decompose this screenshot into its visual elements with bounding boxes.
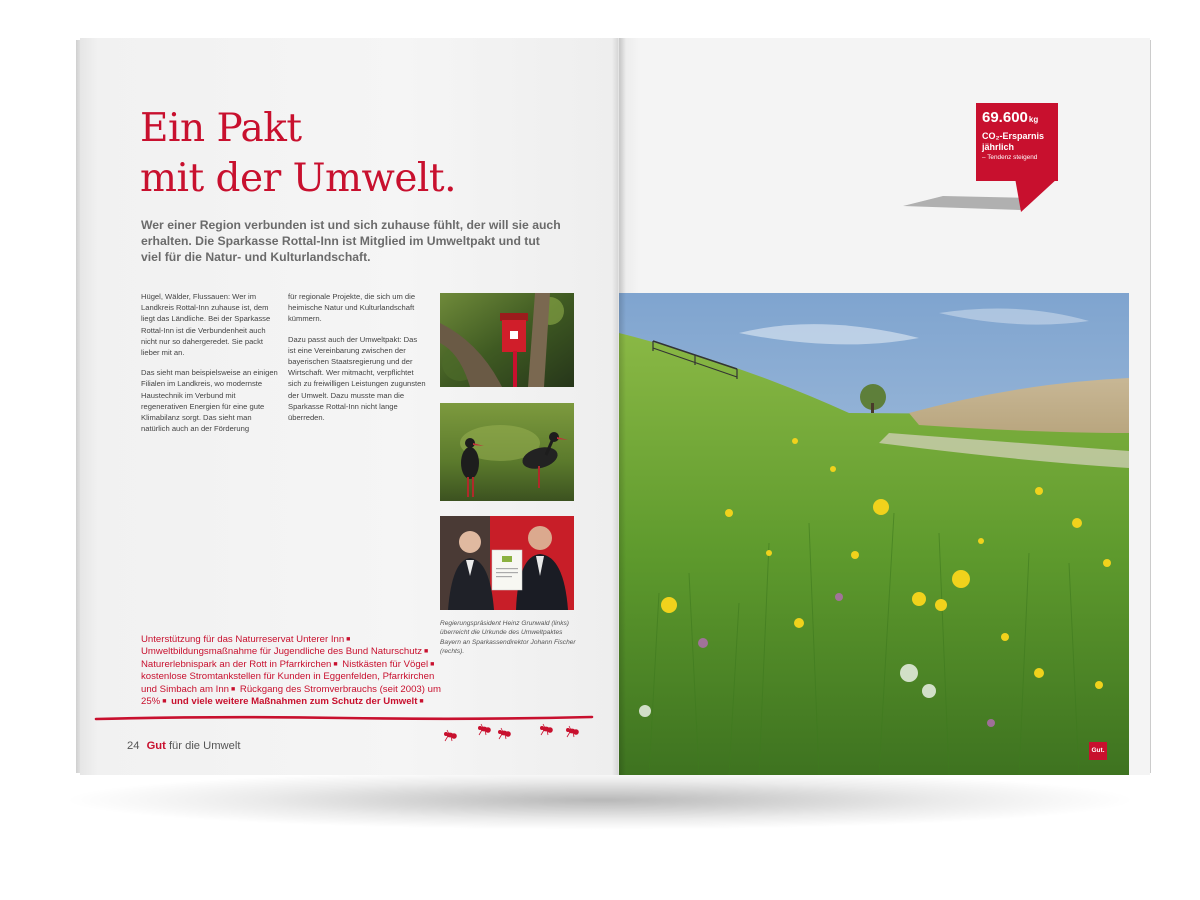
measure-item: Nistkästen für Vögel <box>342 658 429 670</box>
body-paragraph: für regionale Projekte, die sich um die heimische Natur und Kulturlandschaft kümmern. <box>288 292 416 324</box>
measure-item: Umweltbildungsmaßnahme für Jugendliche des Bund Naturschutz <box>141 646 423 658</box>
co2-note: – Tendenz steigend <box>982 154 1038 161</box>
gut-logo: Gut. <box>1089 742 1107 760</box>
body-paragraph: Das sieht man beispielsweise an einigen Filialen im Landkreis, wo modernste Haustechnik im Verbund mit regenerativen Energien für eine gute Klimabilanz sorgt. Das sieht man natürlich auch an der Förderung <box>141 368 278 434</box>
bullet-square-icon: ■ <box>346 636 351 643</box>
measure-item: Rückgang des Stromverbrauchs (seit 2003) um 25% <box>141 683 441 708</box>
headline-line-2: mit der Umwelt. <box>140 156 456 201</box>
co2-badge <box>976 103 1058 181</box>
right-page <box>619 38 1150 775</box>
co2-label <box>982 131 1054 152</box>
photo-caption: Regierungspräsident Heinz Grunwald (links) überreicht die Urkunde des Umweltpaktes Bayern an Sparkassendirektor Johann Fischer (rechts). <box>440 620 576 656</box>
body-column-2 <box>288 291 426 432</box>
ants-icon <box>442 721 592 745</box>
measure-item: Unterstützung für das Naturreservat Unterer Inn <box>141 634 345 645</box>
meadow-photo <box>619 293 1129 775</box>
co2-label-line-2: jährlich <box>982 141 1015 152</box>
body-column-1 <box>141 291 279 443</box>
bullet-square-icon: ■ <box>424 648 429 656</box>
bullet-square-icon: ■ <box>162 698 167 706</box>
measure-item: Naturerlebnispark an der Rott in Pfarrkirchen <box>141 658 332 670</box>
page-footer <box>127 740 240 752</box>
photo-certificate-handover <box>440 516 574 610</box>
spread-shadow <box>60 770 1140 830</box>
co2-unit: kg <box>1028 115 1039 124</box>
book-spine <box>612 38 626 775</box>
left-page <box>80 38 618 775</box>
footer-brand: Gut <box>146 740 166 752</box>
co2-value: 69.600 <box>982 109 1028 126</box>
co2-badge-tail-shadow <box>903 178 1063 218</box>
headline <box>140 104 456 204</box>
photo-nest-box <box>440 293 574 387</box>
bullet-square-icon: ■ <box>430 660 435 668</box>
co2-label-line-1: CO₂-Ersparnis <box>982 131 1045 141</box>
intro-text: Wer einer Region verbunden ist und sich zuhause fühlt, der will sie auch erhalten. Die Sparkasse Rottal-Inn ist Mitglied im Umweltpakt und tut viel für die Natur- und Kulturlandschaft. <box>141 218 561 264</box>
page-number: 24 <box>127 740 140 752</box>
footer-section: für die Umwelt <box>168 740 241 752</box>
bullet-square-icon: ■ <box>231 685 236 693</box>
measures-list <box>141 634 441 708</box>
bullet-square-icon: ■ <box>419 698 424 706</box>
body-paragraph: Dazu passt auch der Umweltpakt: Das ist eine Vereinbarung zwischen der bayerischen Staatsregierung und der Wirtschaft. Wer mitmacht, verpflichtet sich zu freiwilligen Leistungen zugunsten der Umwelt. Dazu musste man die Sparkasse Rottal-Inn nicht lange überreden. <box>288 334 426 423</box>
measure-item: kostenlose Stromtankstellen für Kunden in Eggenfelden, Pfarrkirchen und Simbach am Inn <box>141 671 435 695</box>
measure-final: und viele weitere Maßnahmen zum Schutz der Umwelt <box>171 696 418 708</box>
headline-line-1: Ein Pakt <box>140 106 302 151</box>
bullet-square-icon: ■ <box>333 660 338 668</box>
body-paragraph: Hügel, Wälder, Flussauen: Wer im Landkreis Rottal-Inn zuhause ist, dem liegt das Ländliche. Bei der Sparkasse Rottal-Inn ist die Verbundenheit auch nicht nur so dahergeredet. Sie packt lieber mit an. <box>141 292 271 358</box>
photo-storks <box>440 403 574 501</box>
